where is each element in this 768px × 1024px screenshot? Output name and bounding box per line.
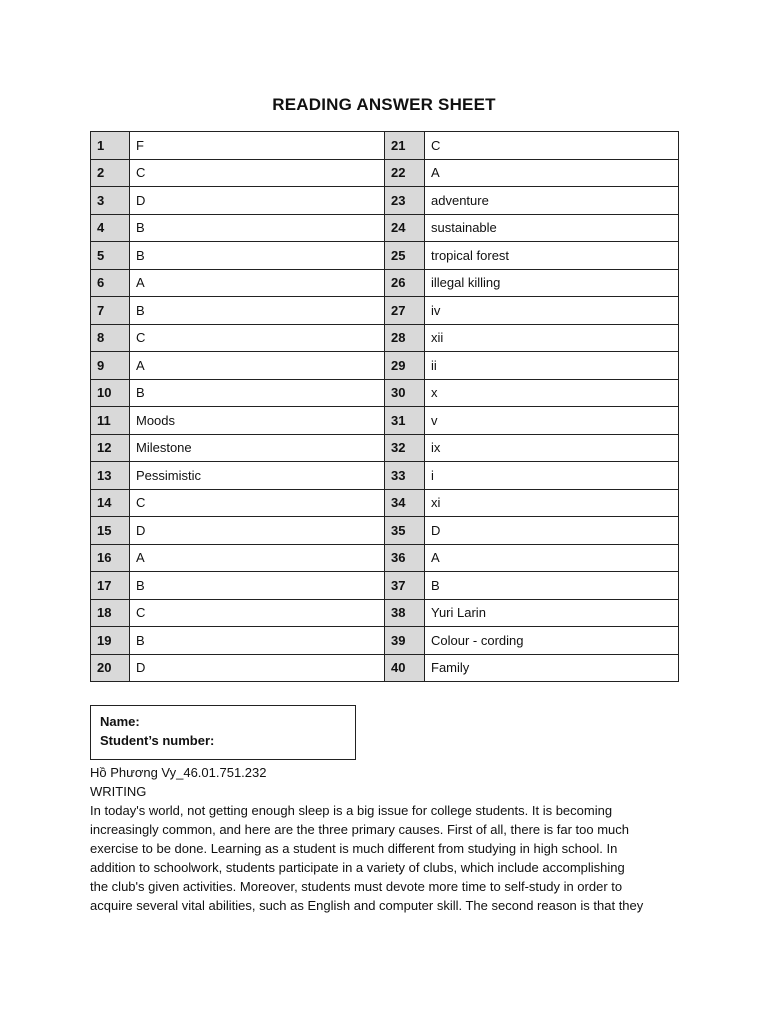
answer-cell: i	[425, 462, 679, 490]
table-row	[91, 269, 679, 297]
table-row	[91, 132, 679, 160]
question-number-cell: 30	[385, 379, 425, 407]
answer-cell: v	[425, 407, 679, 435]
name-label: Name:	[100, 714, 140, 729]
table-row	[91, 462, 679, 490]
answer-cell: B	[425, 572, 679, 600]
question-number-cell: 5	[91, 242, 130, 270]
student-number-label: Student’s number:	[100, 733, 215, 748]
answer-table-body	[91, 132, 679, 682]
answer-cell: D	[425, 517, 679, 545]
writing-line: the club's given activities. Moreover, students must devote more time to self-study in order to	[90, 879, 623, 894]
table-row	[91, 352, 679, 380]
author-line: Hồ Phương Vy_46.01.751.232	[90, 765, 267, 780]
question-number-cell: 1	[91, 132, 130, 160]
question-number-cell: 12	[91, 434, 130, 462]
answer-cell: A	[425, 159, 679, 187]
writing-line: In today's world, not getting enough sleep is a big issue for college students. It is becoming	[90, 803, 613, 818]
answer-table	[90, 131, 679, 682]
question-number-cell: 29	[385, 352, 425, 380]
table-row	[91, 379, 679, 407]
question-number-cell: 3	[91, 187, 130, 215]
question-number-cell: 36	[385, 544, 425, 572]
answer-cell: D	[130, 187, 385, 215]
question-number-cell: 27	[385, 297, 425, 325]
table-row	[91, 599, 679, 627]
answer-cell: D	[130, 517, 385, 545]
question-number-cell: 6	[91, 269, 130, 297]
answer-cell: illegal killing	[425, 269, 679, 297]
writing-line: addition to schoolwork, students participate in a variety of clubs, which include accomplishing	[90, 860, 625, 875]
answer-cell: Moods	[130, 407, 385, 435]
answer-cell: B	[130, 572, 385, 600]
table-row	[91, 324, 679, 352]
table-row	[91, 214, 679, 242]
answer-cell: ix	[425, 434, 679, 462]
answer-cell: iv	[425, 297, 679, 325]
answer-cell: xii	[425, 324, 679, 352]
question-number-cell: 14	[91, 489, 130, 517]
table-row	[91, 159, 679, 187]
question-number-cell: 13	[91, 462, 130, 490]
question-number-cell: 15	[91, 517, 130, 545]
question-number-cell: 20	[91, 654, 130, 682]
writing-section	[90, 763, 690, 915]
answer-cell: Family	[425, 654, 679, 682]
writing-line: exercise to be done. Learning as a student is much different from studying in high school. In	[90, 841, 618, 856]
table-row	[91, 242, 679, 270]
question-number-cell: 2	[91, 159, 130, 187]
question-number-cell: 16	[91, 544, 130, 572]
answer-cell: Colour - cording	[425, 627, 679, 655]
question-number-cell: 40	[385, 654, 425, 682]
answer-cell: A	[130, 269, 385, 297]
answer-cell: adventure	[425, 187, 679, 215]
answer-cell: C	[425, 132, 679, 160]
answer-cell: B	[130, 627, 385, 655]
table-row	[91, 489, 679, 517]
question-number-cell: 7	[91, 297, 130, 325]
answer-cell: x	[425, 379, 679, 407]
writing-line: increasingly common, and here are the three primary causes. First of all, there is far too much	[90, 822, 630, 837]
answer-cell: A	[130, 544, 385, 572]
question-number-cell: 28	[385, 324, 425, 352]
answer-cell: B	[130, 297, 385, 325]
table-row	[91, 627, 679, 655]
answer-cell: A	[130, 352, 385, 380]
question-number-cell: 4	[91, 214, 130, 242]
question-number-cell: 17	[91, 572, 130, 600]
question-number-cell: 21	[385, 132, 425, 160]
answer-cell: ii	[425, 352, 679, 380]
table-row	[91, 187, 679, 215]
question-number-cell: 24	[385, 214, 425, 242]
page-title: READING ANSWER SHEET	[272, 95, 496, 114]
answer-cell: B	[130, 214, 385, 242]
answer-cell: xi	[425, 489, 679, 517]
answer-cell: sustainable	[425, 214, 679, 242]
answer-cell: A	[425, 544, 679, 572]
table-row	[91, 407, 679, 435]
answer-cell: D	[130, 654, 385, 682]
question-number-cell: 8	[91, 324, 130, 352]
question-number-cell: 9	[91, 352, 130, 380]
answer-cell: F	[130, 132, 385, 160]
answer-cell: C	[130, 159, 385, 187]
question-number-cell: 32	[385, 434, 425, 462]
question-number-cell: 39	[385, 627, 425, 655]
answer-cell: B	[130, 379, 385, 407]
question-number-cell: 25	[385, 242, 425, 270]
question-number-cell: 35	[385, 517, 425, 545]
question-number-cell: 22	[385, 159, 425, 187]
question-number-cell: 23	[385, 187, 425, 215]
question-number-cell: 37	[385, 572, 425, 600]
table-row	[91, 434, 679, 462]
answer-cell: C	[130, 489, 385, 517]
question-number-cell: 26	[385, 269, 425, 297]
table-row	[91, 572, 679, 600]
answer-cell: C	[130, 599, 385, 627]
question-number-cell: 19	[91, 627, 130, 655]
answer-cell: Milestone	[130, 434, 385, 462]
answer-cell: tropical forest	[425, 242, 679, 270]
question-number-cell: 34	[385, 489, 425, 517]
question-number-cell: 31	[385, 407, 425, 435]
table-row	[91, 544, 679, 572]
question-number-cell: 38	[385, 599, 425, 627]
table-row	[91, 654, 679, 682]
answer-cell: Pessimistic	[130, 462, 385, 490]
student-info-box	[90, 705, 356, 760]
question-number-cell: 10	[91, 379, 130, 407]
answer-cell: Yuri Larin	[425, 599, 679, 627]
question-number-cell: 18	[91, 599, 130, 627]
question-number-cell: 11	[91, 407, 130, 435]
answer-cell: C	[130, 324, 385, 352]
question-number-cell: 33	[385, 462, 425, 490]
table-row	[91, 517, 679, 545]
table-row	[91, 297, 679, 325]
section-label: WRITING	[90, 784, 147, 799]
answer-cell: B	[130, 242, 385, 270]
writing-line: acquire several vital abilities, such as English and computer skill. The second reason is that they	[90, 898, 644, 913]
